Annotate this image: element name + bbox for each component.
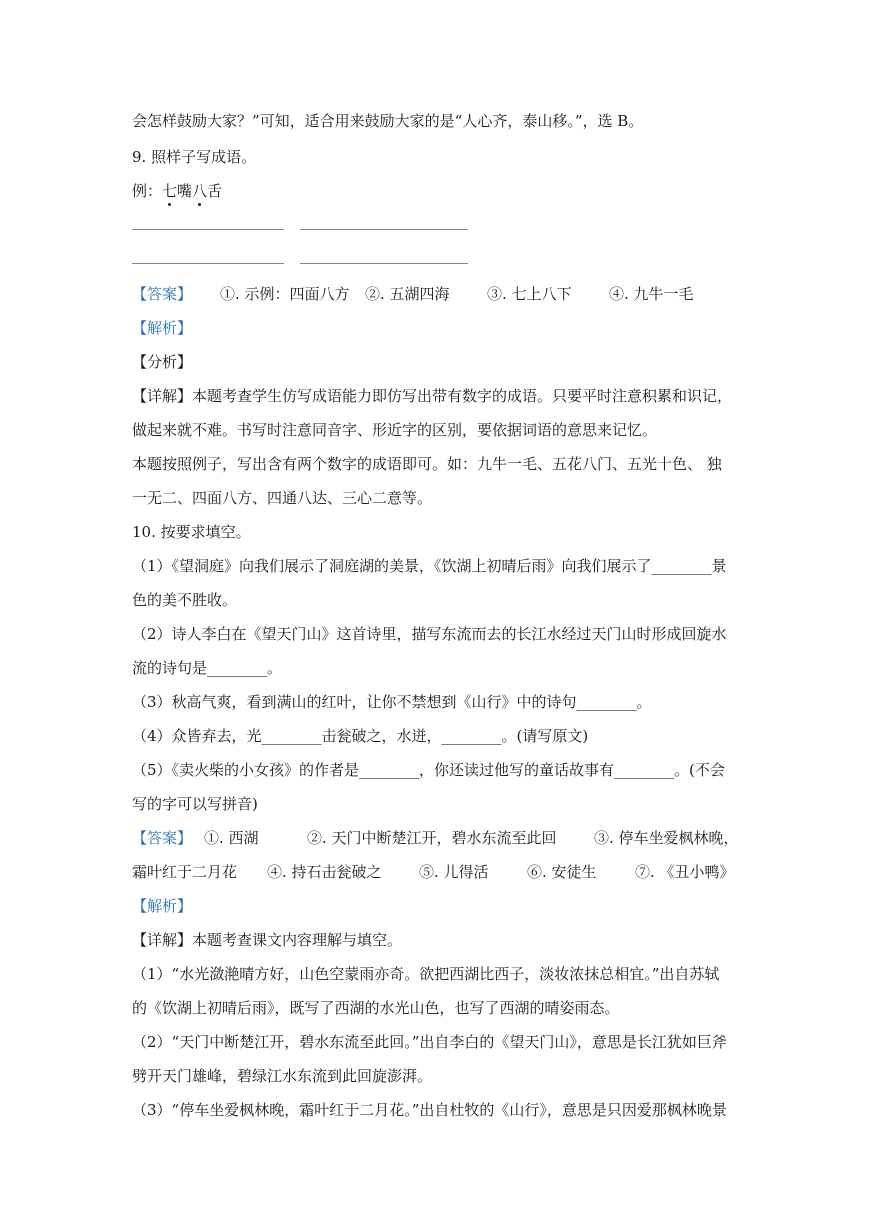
answer-item: ④. 九牛一毛 — [609, 285, 694, 303]
question-9-title: 9. 照样子写成语。 — [132, 148, 257, 166]
answer-item: ①. 示例：四面八方 — [220, 285, 350, 303]
detail-text: 本题按照例子，写出含有两个数字的成语即可。如：九牛一毛、五花八门、五光十色、 独 — [132, 455, 722, 473]
answer-item: ⑤. 儿得活 — [419, 863, 489, 881]
answer-blank-line — [300, 229, 468, 230]
question-10-answer-cont — [132, 862, 735, 882]
answer-tag: 【答案】 — [132, 829, 193, 847]
text-line: 会怎样鼓励大家？”可知，适合用来鼓励大家的是“人心齐，泰山移。”，选 B。 — [132, 112, 644, 130]
detail-text: （1）“水光潋滟晴方好，山色空蒙雨亦奇。欲把西湖比西子，淡妆浓抹总相宜。”出自苏轼 — [132, 965, 720, 983]
question-text: （3）秋高气爽，看到满山的红叶，让你不禁想到《山行》中的诗句________。 — [132, 693, 652, 711]
question-text: （4）众皆弃去，光________击瓮破之，水迸，________。(请写原文) — [132, 727, 589, 745]
answer-item: ③. 七上八下 — [487, 285, 572, 303]
answer-item: ⑥. 安徒生 — [527, 863, 597, 881]
detail-text: 【详解】本题考查学生仿写成语能力即仿写出带有数字的成语。只要平时注意积累和识记， — [132, 387, 733, 405]
example-char: 舌 — [207, 182, 223, 200]
detail-text: 劈开天门雄峰，碧绿江水东流到此回旋澎湃。 — [132, 1067, 433, 1085]
example-char-dotted: 七 — [162, 182, 178, 200]
example-char: 嘴 — [177, 182, 193, 200]
detail-text: 一无二、四面八方、四通八达、三心二意等。 — [132, 489, 433, 507]
answer-item: 霜叶红于二月花 — [132, 863, 238, 881]
answer-item: ⑦. 《丑小鸭》 — [635, 863, 735, 881]
question-text: （5）《卖火柴的小女孩》的作者是________，你还读过他写的童话故事有________。(不会 — [132, 761, 725, 779]
answer-blank-line — [132, 229, 284, 230]
question-text: （2）诗人李白在《望天门山》这首诗里，描写东流而去的长江水经过天门山时形成回旋水 — [132, 625, 727, 643]
detail-text: （3）“停车坐爱枫林晚，霜叶红于二月花。”出自杜牧的《山行》，意思是只因爱那枫林晚景 — [132, 1101, 727, 1119]
question-10-answer — [132, 828, 739, 848]
detail-text: （2）“天门中断楚江开，碧水东流至此回。”出自李白的《望天门山》，意思是长江犹如巨斧 — [132, 1033, 727, 1051]
question-text: 流的诗句是________。 — [132, 659, 283, 677]
answer-blank-line — [300, 263, 468, 264]
detail-text: 的《饮湖上初晴后雨》，既写了西湖的水光山色，也写了西湖的晴姿雨态。 — [132, 999, 620, 1017]
question-9-example — [132, 181, 222, 201]
answer-item: ④. 持石击瓮破之 — [267, 863, 382, 881]
question-10-title: 10. 按要求填空。 — [132, 523, 251, 541]
analysis-subtag: 【分析】 — [132, 353, 193, 371]
answer-item: ①. 西湖 — [204, 829, 259, 847]
answer-tag: 【答案】 — [132, 285, 193, 303]
analysis-tag: 【解析】 — [132, 897, 193, 915]
analysis-tag: 【解析】 — [132, 319, 193, 337]
answer-item: ③. 停车坐爱枫林晚， — [594, 829, 739, 847]
answer-item: ②. 五湖四海 — [365, 285, 450, 303]
example-prefix: 例： — [132, 182, 163, 200]
example-char-dotted: 八 — [192, 182, 208, 200]
answer-item: ②. 天门中断楚江开，碧水东流至此回 — [307, 829, 557, 847]
detail-text: 做起来就不难。书写时注意同音字、形近字的区别，要依据词语的意思来记忆。 — [132, 421, 658, 439]
question-9-answer — [132, 284, 694, 304]
answer-blank-line — [132, 263, 284, 264]
question-text: 色的美不胜收。 — [132, 591, 238, 609]
detail-text: 【详解】本题考查课文内容理解与填空。 — [132, 931, 403, 949]
question-text: 写的字可以写拼音) — [132, 795, 258, 813]
question-text: （1）《望洞庭》向我们展示了洞庭湖的美景，《饮湖上初晴后雨》向我们展示了________景 — [132, 557, 727, 575]
